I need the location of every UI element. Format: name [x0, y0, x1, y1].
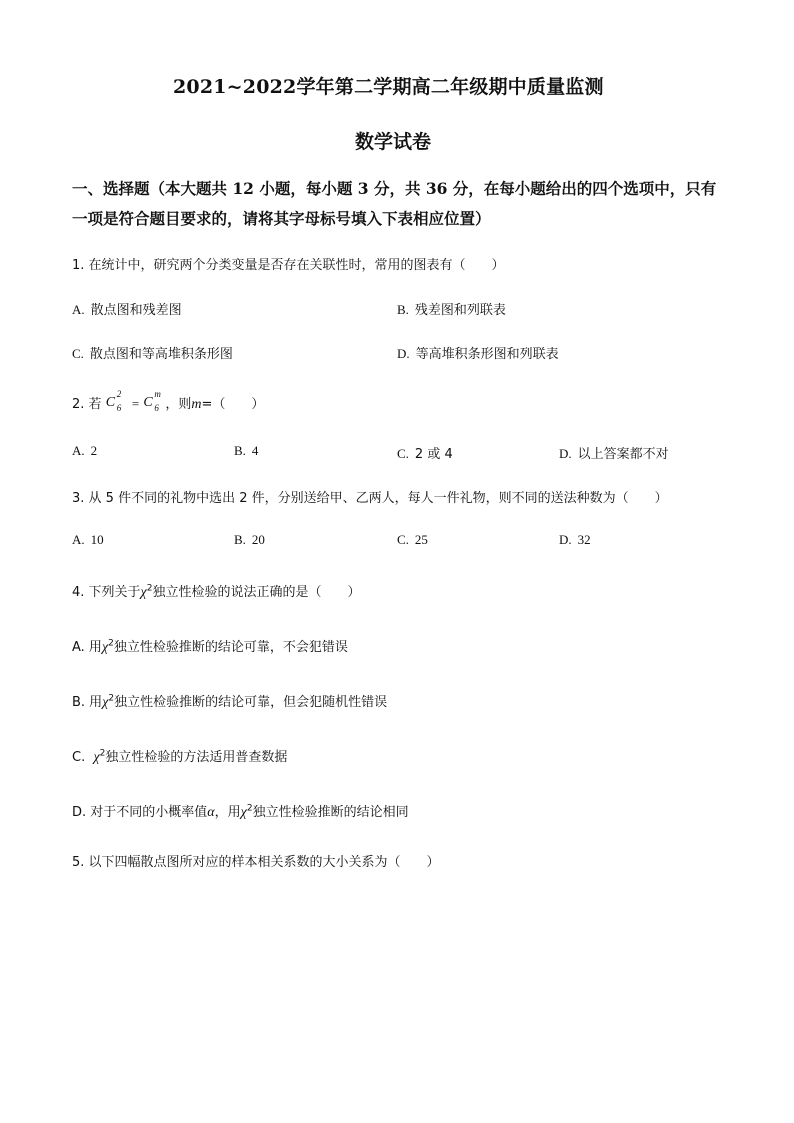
option-text: 2: [90, 443, 98, 458]
q4-option-c: [72, 746, 287, 766]
q2-option-a: [72, 443, 97, 459]
option-label: D.: [559, 446, 572, 461]
combination-c62: [105, 389, 128, 413]
q1-option-a: [72, 299, 182, 318]
option-label: D.: [397, 346, 410, 361]
option-pre: A. 用: [72, 640, 102, 655]
question-2: [72, 389, 265, 413]
option-text: 散点图和等高堆积条形图: [89, 347, 233, 362]
option-text: 20: [251, 532, 265, 547]
q2-prefix: 2. 若: [72, 397, 102, 412]
option-text: 残差图和列联表: [414, 303, 506, 318]
chi-symbol: χ: [101, 640, 109, 655]
comb-sub: 6: [116, 403, 122, 413]
option-text: 4: [251, 443, 259, 458]
q1-option-c: [72, 343, 233, 362]
option-pre: D. 对于不同的小概率值: [72, 805, 208, 820]
option-text: 2 或 4: [414, 447, 453, 462]
option-label: C.: [397, 532, 409, 547]
option-label: C.: [397, 446, 409, 461]
q3-option-b: [234, 532, 265, 548]
equals-sign: =: [131, 396, 140, 411]
question-4: [72, 581, 360, 601]
option-text: 25: [414, 532, 428, 547]
option-label: D.: [559, 532, 572, 547]
q4-option-d: [72, 801, 409, 821]
option-label: A.: [72, 532, 85, 547]
exam-subtitle: 数学试卷: [355, 131, 432, 153]
chi-symbol: χ: [240, 805, 247, 820]
comb-sup: m: [154, 389, 161, 399]
comb-base: C: [105, 395, 116, 410]
chi-symbol: χ: [140, 585, 147, 600]
section-heading-line1: 一、选择题（本大题共 12 小题，每小题 3 分，共 36 分，在每小题给出的四个选项中，只有: [72, 179, 717, 198]
question-3: 3. 从 5 件不同的礼物中选出 2 件，分别送给甲、乙两人，每人一件礼物，则不同的送法种数为（ ）: [72, 491, 668, 506]
q3-option-d: [559, 532, 591, 548]
option-text: 散点图和残差图: [90, 303, 182, 318]
option-text: 独立性检验推断的结论可靠，但会犯随机性错误: [114, 695, 388, 710]
comb-base: C: [143, 395, 153, 410]
option-label: C.: [72, 346, 84, 361]
q4-option-a: [72, 636, 348, 656]
option-text: 以上答案都不对: [577, 447, 669, 462]
chi-symbol: χ: [93, 750, 100, 765]
chi-exponent: 2: [99, 748, 106, 759]
option-label: B.: [234, 532, 246, 547]
option-text: 独立性检验推断的结论可靠，不会犯错误: [113, 640, 348, 655]
option-text: 独立性检验推断的结论相同: [252, 805, 409, 820]
option-text: 独立性检验的方法适用普查数据: [105, 750, 288, 765]
question-5: 5. 以下四幅散点图所对应的样本相关系数的大小关系为（ ）: [72, 855, 440, 870]
comb-sub: 6: [154, 403, 159, 413]
option-label: B.: [234, 443, 246, 458]
q4-suffix: 独立性检验的说法正确的是（ ）: [152, 585, 361, 600]
chi-exponent: 2: [108, 693, 115, 704]
exam-title: 2021~2022学年第二学期高二年级期中质量监测: [173, 76, 604, 98]
q4-prefix: 4. 下列关于: [72, 585, 141, 600]
question-1: 1. 在统计中，研究两个分类变量是否存在关联性时，常用的图表有（ ）: [72, 258, 505, 273]
q1-option-d: [397, 343, 559, 362]
q2-option-c: [397, 443, 453, 462]
q2-option-d: [559, 443, 669, 462]
option-label: B.: [397, 302, 409, 317]
option-pre: B. 用: [72, 695, 103, 710]
option-text: 等高堆积条形图和列联表: [415, 347, 559, 362]
q1-option-b: [397, 299, 506, 318]
section-heading-line2: 一项是符合题目要求的，请将其字母标号填入下表相应位置）: [72, 209, 491, 228]
option-label: A.: [72, 443, 85, 458]
q2-suffix: =（ ）: [201, 397, 265, 412]
chi-exponent: 2: [246, 803, 253, 814]
q4-option-b: [72, 691, 387, 711]
chi-symbol: χ: [102, 695, 109, 710]
option-pre: C.: [72, 750, 86, 765]
option-label: A.: [72, 302, 85, 317]
chi-exponent: 2: [108, 638, 114, 649]
option-mid: ，用: [214, 805, 241, 820]
option-text: 32: [577, 532, 591, 547]
chi-exponent: 2: [146, 583, 153, 594]
alpha-symbol: α: [207, 805, 215, 820]
variable-m: m: [191, 397, 202, 412]
q2-mid: ，则: [165, 397, 192, 412]
q2-option-b: [234, 443, 258, 459]
comb-sup: 2: [116, 389, 122, 399]
q3-option-c: [397, 532, 428, 548]
q3-option-a: [72, 532, 104, 548]
combination-c6m: [143, 389, 165, 413]
option-text: 10: [90, 532, 104, 547]
